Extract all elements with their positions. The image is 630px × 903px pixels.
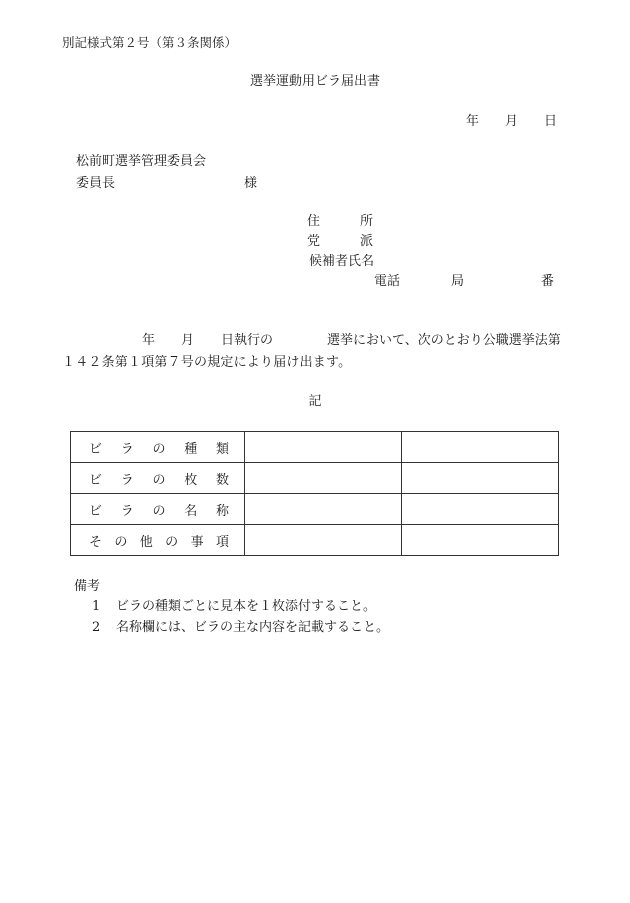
row-label bbox=[71, 463, 245, 494]
note-text: ビラの種類ごとに見本を１枚添付すること。 bbox=[116, 599, 377, 614]
label-char: 称 bbox=[215, 503, 229, 519]
addressee-chairman: 委員長 bbox=[76, 176, 116, 191]
addressee-honorific: 様 bbox=[244, 176, 258, 191]
row-label bbox=[71, 494, 245, 525]
note-number: 2 bbox=[92, 620, 101, 635]
flyer-table bbox=[70, 431, 559, 556]
row-value-cell[interactable] bbox=[402, 432, 559, 463]
form-number: 別記様式第２号（第３条関係） bbox=[62, 35, 238, 50]
body-year: 年 bbox=[142, 333, 156, 348]
row-value-cell[interactable] bbox=[245, 525, 402, 556]
row-value-cell[interactable] bbox=[402, 494, 559, 525]
note-item bbox=[92, 620, 389, 636]
row-label bbox=[71, 432, 245, 463]
candidate-name-label: 候補者氏名 bbox=[309, 254, 375, 269]
note-item bbox=[92, 599, 376, 615]
label-char: そ bbox=[89, 534, 103, 550]
note-number: 1 bbox=[92, 599, 101, 614]
label-char: ビ bbox=[89, 503, 103, 519]
phone-label: 電話 bbox=[374, 274, 401, 289]
table-row bbox=[71, 494, 559, 525]
date-month: 月 bbox=[505, 114, 519, 129]
label-char: 事 bbox=[190, 534, 204, 550]
label-char: 枚 bbox=[184, 472, 198, 488]
label-char: の bbox=[152, 503, 166, 519]
label-char: ラ bbox=[120, 441, 134, 457]
row-value-cell[interactable] bbox=[245, 463, 402, 494]
body-day-held: 日執行の bbox=[221, 333, 274, 348]
body-month: 月 bbox=[181, 333, 195, 348]
notes-heading: 備考 bbox=[74, 579, 101, 594]
label-char: ラ bbox=[120, 472, 134, 488]
row-label bbox=[71, 525, 245, 556]
phone-exchange-label: 局 bbox=[451, 274, 465, 289]
row-value-cell[interactable] bbox=[402, 525, 559, 556]
date-year: 年 bbox=[466, 114, 480, 129]
address-label-1: 住 bbox=[307, 214, 321, 229]
row-value-cell[interactable] bbox=[402, 463, 559, 494]
label-char: ラ bbox=[120, 503, 134, 519]
note-text: 名称欄には、ビラの主な内容を記載すること。 bbox=[116, 620, 390, 635]
row-value-cell[interactable] bbox=[245, 432, 402, 463]
phone-number-label: 番 bbox=[541, 274, 555, 289]
party-label-2: 派 bbox=[360, 234, 374, 249]
label-char: の bbox=[165, 534, 179, 550]
document-title: 選挙運動用ビラ届出書 bbox=[249, 74, 380, 89]
table-row bbox=[71, 432, 559, 463]
date-day: 日 bbox=[544, 114, 558, 129]
body-line-2: １４２条第１項第７号の規定により届け出ます。 bbox=[62, 355, 352, 370]
label-char: ビ bbox=[89, 472, 103, 488]
ki-heading: 記 bbox=[308, 394, 322, 409]
label-char: 項 bbox=[215, 534, 229, 550]
party-label-1: 党 bbox=[307, 234, 321, 249]
label-char: 他 bbox=[139, 534, 153, 550]
body-election-text: 選挙において、次のとおり公職選挙法第 bbox=[327, 333, 561, 348]
label-char: の bbox=[114, 534, 128, 550]
label-char: 数 bbox=[215, 472, 229, 488]
address-label-2: 所 bbox=[360, 214, 374, 229]
label-char: ビ bbox=[89, 441, 103, 457]
label-char: 名 bbox=[184, 503, 198, 519]
table-row bbox=[71, 525, 559, 556]
addressee-committee: 松前町選挙管理委員会 bbox=[76, 154, 207, 169]
label-char: の bbox=[152, 472, 166, 488]
label-char: 類 bbox=[215, 441, 229, 457]
table-row bbox=[71, 463, 559, 494]
label-char: の bbox=[152, 441, 166, 457]
row-value-cell[interactable] bbox=[245, 494, 402, 525]
label-char: 種 bbox=[184, 441, 198, 457]
